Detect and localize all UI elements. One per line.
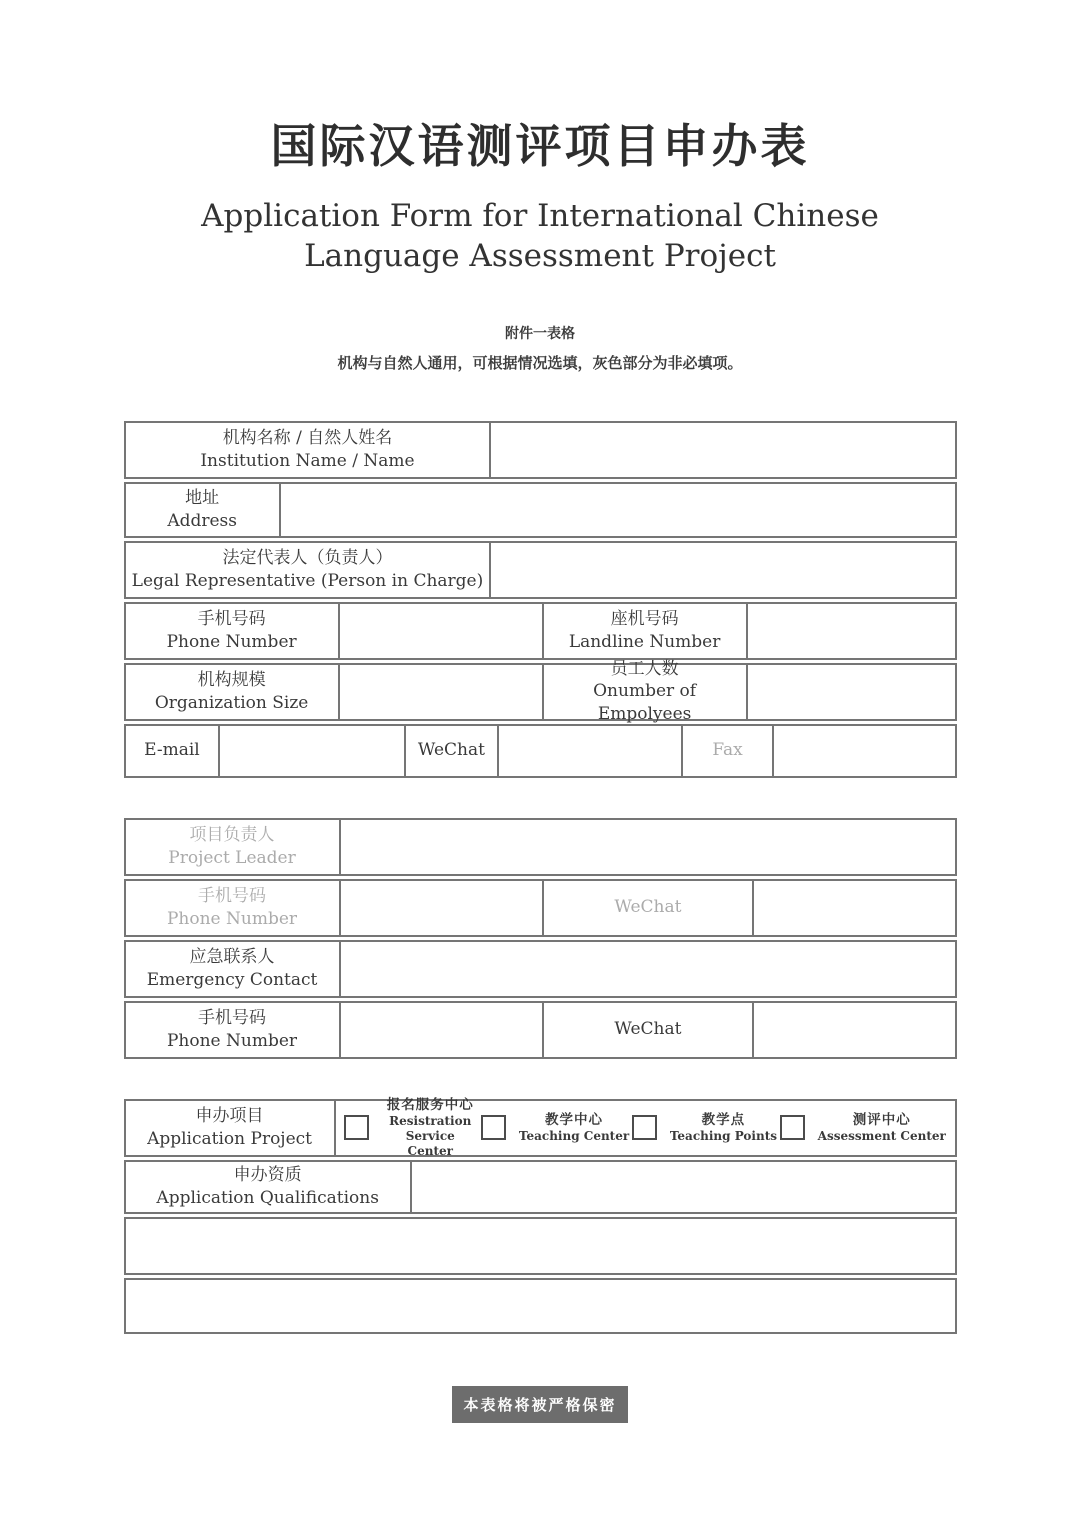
institution-name-label-en: Institution Name / Name <box>200 450 415 471</box>
checkbox-assessment-center[interactable] <box>780 1115 805 1140</box>
emergency-phone-wechat-row <box>124 1001 957 1059</box>
legal-representative-label-cn: 法定代表人（负责人） <box>222 548 393 569</box>
phone-number-label <box>126 604 338 658</box>
landline-number-input[interactable] <box>746 604 955 658</box>
confidentiality-badge: 本表格将被严格保密 <box>452 1386 627 1423</box>
extra-blank-input-2[interactable] <box>126 1280 955 1332</box>
phone-landline-row <box>124 602 957 660</box>
project-leader-label-cn: 项目负责人 <box>189 825 275 846</box>
address-label-en: Address <box>167 510 238 531</box>
qualifications-label <box>126 1162 410 1212</box>
option-registration-service-center <box>344 1097 478 1159</box>
emergency-contact-row <box>124 940 957 998</box>
organization-size-label-en: Organization Size <box>154 692 309 713</box>
fax-input[interactable] <box>772 726 954 776</box>
option-label-cn: 教学中心 <box>545 1111 604 1128</box>
emergency-contact-input[interactable] <box>339 942 955 996</box>
usage-note: 机构与自然人通用，可根据情况选填，灰色部分为非必填项。 <box>337 353 743 372</box>
email-label <box>126 726 219 776</box>
address-row <box>124 482 957 538</box>
emergency-phone-label-en: Phone Number <box>166 1030 298 1051</box>
emergency-contact-label-en: Emergency Contact <box>146 969 318 990</box>
employees-count-label-en: Onumber of Empolyees <box>593 681 697 724</box>
employees-count-label-cn: 员工人数 <box>610 658 679 679</box>
institution-name-label-cn: 机构名称 / 自然人姓名 <box>222 428 393 449</box>
application-project-label-en: Application Project <box>147 1128 312 1149</box>
form-title-english: Application Form for International Chinese Language Assessment Project <box>201 198 879 275</box>
emergency-wechat-label <box>542 1003 753 1057</box>
form-title-chinese: 国际汉语测评项目申办表 <box>270 119 810 173</box>
landline-number-label-cn: 座机号码 <box>610 609 679 630</box>
extra-blank-row-1 <box>124 1217 957 1275</box>
option-label-en: Assessment Center <box>817 1128 946 1143</box>
emergency-wechat-label-text: WeChat <box>614 1019 682 1040</box>
option-teaching-center <box>481 1112 629 1144</box>
email-wechat-fax-row <box>124 724 957 778</box>
institution-name-label <box>126 423 490 477</box>
leader-phone-label-cn: 手机号码 <box>198 886 267 907</box>
institution-info-table <box>124 421 957 778</box>
option-label-en: Teaching Points <box>669 1128 777 1143</box>
wechat-label <box>404 726 497 776</box>
attachment-note: 附件一表格 <box>505 325 575 342</box>
fax-label <box>681 726 772 776</box>
phone-number-input[interactable] <box>338 604 542 658</box>
application-project-label-cn: 申办项目 <box>195 1106 264 1127</box>
fax-label-text: Fax <box>712 740 743 761</box>
legal-representative-input[interactable] <box>489 543 954 597</box>
project-leader-label-en: Project Leader <box>168 847 296 868</box>
emergency-wechat-input[interactable] <box>752 1003 954 1057</box>
emergency-phone-label <box>126 1003 339 1057</box>
leader-phone-label-en: Phone Number <box>166 908 298 929</box>
employees-count-label <box>542 658 746 724</box>
institution-name-input[interactable] <box>489 423 954 477</box>
qualifications-input[interactable] <box>410 1162 955 1212</box>
checkbox-teaching-center[interactable] <box>481 1115 506 1140</box>
address-label-cn: 地址 <box>185 488 220 509</box>
landline-number-label <box>542 604 746 658</box>
checkbox-teaching-points[interactable] <box>632 1115 657 1140</box>
legal-representative-label-en: Legal Representative (Person in Charge) <box>131 570 484 591</box>
email-label-text: E-mail <box>144 740 200 761</box>
organization-size-label-cn: 机构规模 <box>197 670 266 691</box>
option-label-cn: 教学点 <box>701 1111 746 1128</box>
option-teaching-points <box>632 1112 777 1144</box>
phone-number-label-en: Phone Number <box>166 631 297 652</box>
option-assessment-center <box>780 1112 946 1144</box>
address-input[interactable] <box>279 484 955 536</box>
option-label-cn: 报名服务中心 <box>386 1096 474 1113</box>
application-table <box>124 1096 957 1334</box>
address-label <box>126 484 279 536</box>
project-team-table <box>124 818 957 1059</box>
organization-size-label <box>126 665 338 719</box>
leader-wechat-label <box>542 881 753 935</box>
email-input[interactable] <box>218 726 404 776</box>
emergency-phone-input[interactable] <box>339 1003 542 1057</box>
legal-representative-row <box>124 541 957 599</box>
emergency-contact-label-cn: 应急联系人 <box>189 947 275 968</box>
option-registration-service-center-label <box>382 1097 478 1159</box>
application-qualifications-row <box>124 1160 957 1214</box>
leader-wechat-label-text: WeChat <box>614 897 682 918</box>
leader-phone-label <box>126 881 339 935</box>
phone-number-label-cn: 手机号码 <box>197 609 266 630</box>
landline-number-label-en: Landline Number <box>568 631 721 652</box>
employees-count-input[interactable] <box>746 665 955 719</box>
option-label-en: Resistration Service Center <box>389 1113 472 1158</box>
wechat-label-text: WeChat <box>417 740 485 761</box>
extra-blank-row-2 <box>124 1278 957 1334</box>
application-project-row <box>124 1096 957 1158</box>
qualifications-label-cn: 申办资质 <box>233 1165 302 1186</box>
option-label-en: Teaching Center <box>518 1128 630 1143</box>
organization-size-input[interactable] <box>338 665 542 719</box>
option-teaching-center-label <box>519 1112 629 1144</box>
option-label-cn: 测评中心 <box>852 1111 911 1128</box>
legal-representative-label <box>126 543 490 597</box>
leader-phone-input[interactable] <box>339 881 542 935</box>
institution-name-row <box>124 421 957 479</box>
project-leader-label <box>126 820 339 874</box>
emergency-contact-label <box>126 942 339 996</box>
emergency-phone-label-cn: 手机号码 <box>198 1008 267 1029</box>
wechat-input[interactable] <box>497 726 681 776</box>
project-leader-input[interactable] <box>339 820 955 874</box>
application-project-options <box>334 1096 955 1158</box>
leader-wechat-input[interactable] <box>752 881 954 935</box>
qualifications-label-en: Application Qualifications <box>156 1187 379 1208</box>
leader-phone-wechat-row <box>124 879 957 937</box>
org-size-employees-row <box>124 658 957 724</box>
application-project-label <box>126 1101 334 1155</box>
option-assessment-center-label <box>818 1112 946 1144</box>
project-leader-row <box>124 818 957 876</box>
option-teaching-points-label <box>670 1112 777 1144</box>
checkbox-registration-service-center[interactable] <box>344 1115 369 1140</box>
extra-blank-input-1[interactable] <box>126 1219 955 1273</box>
